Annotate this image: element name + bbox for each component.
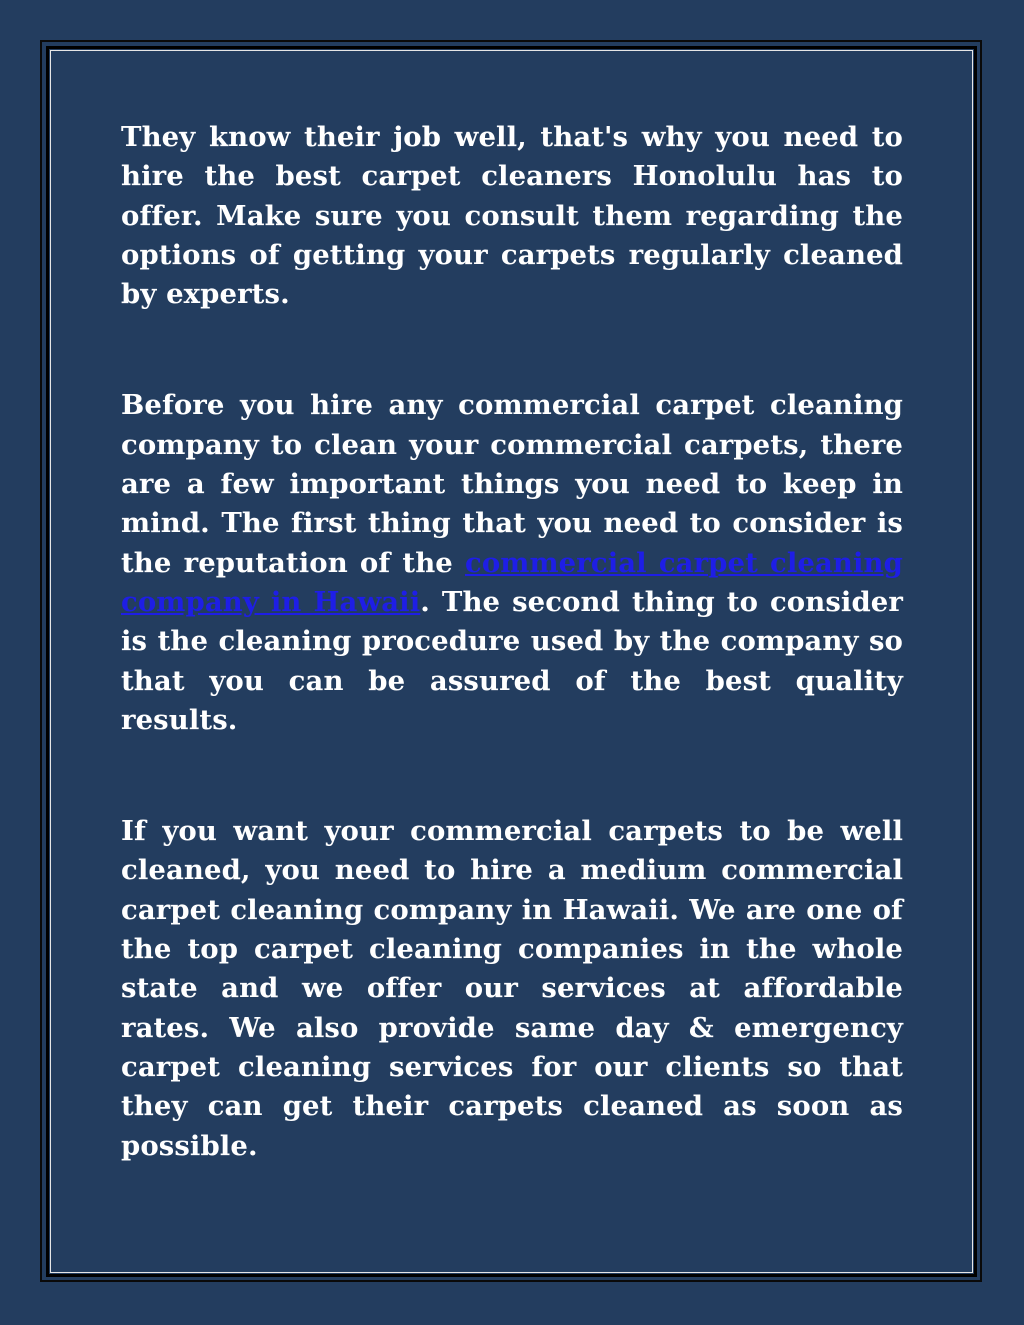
paragraph-hire-best-cleaners: They know their job well, that's why you need to hire the best carpet cleaners Honolulu has to offer. Make sure you consult them regarding the options of getting your carpets regularly cleaned by experts.: [121, 121, 903, 311]
paragraph-text-after-link: . The second thing to consider is the cleaning procedure used by the company so that you can be assured of the best quality results.: [121, 585, 903, 736]
document-body: [121, 118, 903, 1166]
paragraph-if-you-want: If you want your commercial carpets to be well cleaned, you need to hire a medium commercial carpet cleaning company in Hawaii. We are one of the top carpet cleaning companies in the whole state and we offer our services at affordable rates. We also provide same day & emergency carpet cleaning services for our clients so that they can get their carpets cleaned as soon as possible.: [121, 815, 903, 1162]
commercial-carpet-cleaning-link[interactable]: commercial carpet cleaning company in Hawaii: [121, 546, 903, 618]
paragraph-text-before-link: Before you hire any commercial carpet cleaning company to clean your commercial carpets, there are a few important things you need to keep in mind. The first thing that you need to consider is the reputation of the: [121, 389, 903, 579]
paragraph-before-you-hire: [121, 386, 903, 740]
